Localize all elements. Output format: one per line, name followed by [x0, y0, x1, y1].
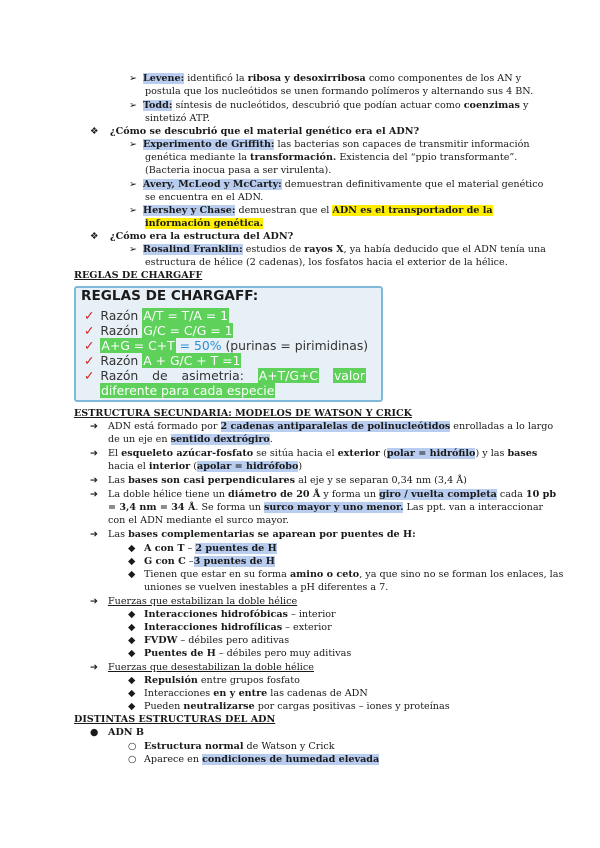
sub-item: ◆ Interacciones hidrofílicas – exterior — [128, 622, 332, 633]
section-heading-secondary-structure: ESTRUCTURA SECUNDARIA: MODELOS DE WATSON Y CRICK — [74, 408, 413, 419]
arrowhead-bullet-icon: ➢ — [129, 244, 138, 255]
checkmark-icon: ✓ — [84, 323, 95, 338]
sub-item: ◆ Puentes de H – débiles pero muy aditivas — [128, 648, 352, 659]
griffith-line3: (Bacteria inocua pasa a ser virulenta). — [145, 165, 332, 176]
diamond-bullet-icon: ❖ — [90, 126, 99, 137]
sub-item: ◆ G con C –3 puentes de H — [128, 556, 275, 567]
arrowhead-bullet-icon: ➢ — [129, 205, 138, 216]
rule-3: ✓ A+G = C+T = 50% (purinas = pirimidinas) — [84, 338, 369, 353]
rule-1: ✓ Razón A/T = T/A = 1 — [84, 308, 229, 323]
sub-item: ◆ Repulsión entre grupos fosfato — [128, 675, 300, 686]
arrowhead-bullet-icon: ➢ — [129, 139, 138, 150]
sub-item: ◆ Tienen que estar en su forma amino o ceto, ya que sino no se forman los enlaces, las — [128, 569, 564, 580]
avery-line2: se encuentra en el ADN. — [145, 192, 264, 203]
sub-item: ○ Estructura normal de Watson y Crick — [128, 741, 335, 752]
todd-line2: sintetizó ATP. — [145, 113, 210, 124]
diamond-bullet-icon: ◆ — [128, 675, 136, 686]
diamond-bullet-icon: ◆ — [128, 648, 136, 659]
diamond-bullet-icon: ◆ — [128, 622, 136, 633]
section-heading-dna-structures: DISTINTAS ESTRUCTURAS DEL ADN — [74, 714, 276, 725]
hershey-line2: información genética. — [145, 218, 264, 229]
diamond-bullet-icon: ◆ — [128, 701, 136, 712]
levene-item: ➢ Levene: identificó la ribosa y desoxirribosa como componentes de los AN y — [129, 73, 522, 84]
list-item: ➔ El esqueleto azúcar-fosfato se sitúa hacia el exterior (polar = hidrófilo) y las bases — [90, 448, 538, 459]
arrowhead-bullet-icon: ➢ — [129, 100, 138, 111]
arrow-bullet-icon: ➔ — [90, 448, 99, 459]
todd-item: ➢ Todd: síntesis de nucleótidos, descubrió que podían actuar como coenzimas y — [129, 100, 529, 111]
checkmark-icon: ✓ — [84, 338, 95, 353]
diamond-bullet-icon: ◆ — [128, 635, 136, 646]
question-1: ❖ ¿Cómo se descubrió que el material genético era el ADN? — [90, 126, 420, 137]
list-item: ➔ ADN está formado por 2 cadenas antiparalelas de polinucleótidos enrolladas a lo largo — [90, 421, 554, 432]
arrowhead-bullet-icon: ➢ — [129, 179, 138, 190]
rule-5-line2: diferente para cada especie — [101, 383, 275, 398]
checkmark-icon: ✓ — [84, 368, 95, 383]
sub-item: ○ Aparece en condiciones de humedad elevada — [128, 754, 380, 765]
diamond-bullet-icon: ◆ — [128, 688, 136, 699]
list-item: ➔ Fuerzas que estabilizan la doble hélice — [90, 596, 298, 607]
griffith-item: ➢ Experimento de Griffith: las bacterias son capaces de transmitir información — [129, 139, 530, 150]
sub-item: ◆ Interacciones hidrofóbicas – interior — [128, 609, 336, 620]
diamond-bullet-icon: ◆ — [128, 543, 136, 554]
arrowhead-bullet-icon: ➢ — [129, 73, 138, 84]
list-item: ➔ Las bases complementarias se aparean por puentes de H: — [90, 529, 416, 540]
list-item: ● ADN B — [90, 727, 144, 738]
sub-item: ◆ Pueden neutralizarse por cargas positivas – iones y proteínas — [128, 701, 450, 712]
avery-item: ➢ Avery, McLeod y McCarty: demuestran definitivamente que el material genético — [129, 179, 544, 190]
arrow-bullet-icon: ➔ — [90, 596, 99, 607]
arrow-bullet-icon: ➔ — [90, 529, 99, 540]
sub-item: ◆ FVDW – débiles pero aditivas — [128, 635, 290, 646]
diamond-bullet-icon: ❖ — [90, 231, 99, 242]
sub-item: ◆ A con T – 2 puentes de H — [128, 543, 277, 554]
list-item: ➔ La doble hélice tiene un diámetro de 20 Å y forma un giro / vuelta completa cada 10 pb — [90, 489, 557, 500]
arrow-bullet-icon: ➔ — [90, 421, 99, 432]
list-item-line2: hacia el interior (apolar = hidrófobo) — [108, 461, 303, 472]
chargaff-box-title: REGLAS DE CHARGAFF: — [81, 288, 259, 304]
chargaff-rules-image — [74, 286, 383, 402]
sub-item: ◆ Interacciones en y entre las cadenas de ADN — [128, 688, 368, 699]
list-item: ➔ Las bases son casi perpendiculares al eje y se separan 0,34 nm (3,4 Å) — [90, 475, 467, 486]
list-item-line2: = 3,4 nm = 34 Å. Se forma un surco mayor y uno menor. Las ppt. van a interaccionar — [108, 502, 544, 513]
levene-line2: postula que los nucleótidos se unen formando polímeros y alternando sus 4 BN. — [145, 86, 534, 97]
question-2: ❖ ¿Cómo era la estructura del ADN? — [90, 231, 294, 242]
checkmark-icon: ✓ — [84, 353, 95, 368]
griffith-line2: genética mediante la transformación. Existencia del “ppio transformante”. — [145, 152, 518, 163]
diamond-bullet-icon: ◆ — [128, 569, 136, 580]
checkmark-icon: ✓ — [84, 308, 95, 323]
arrow-bullet-icon: ➔ — [90, 662, 99, 673]
hershey-item: ➢ Hershey y Chase: demuestran que el ADN es el transportador de la — [129, 205, 493, 216]
diamond-bullet-icon: ◆ — [128, 609, 136, 620]
sub-item-line2: uniones se vuelven inestables a pH diferentes a 7. — [144, 582, 389, 593]
arrow-bullet-icon: ➔ — [90, 489, 99, 500]
diamond-bullet-icon: ◆ — [128, 556, 136, 567]
circle-bullet-icon: ○ — [128, 741, 137, 752]
section-heading-chargaff: REGLAS DE CHARGAFF — [74, 270, 203, 281]
list-item-line3: con el ADN mediante el surco mayor. — [108, 515, 289, 526]
rule-2: ✓ Razón G/C = C/G = 1 — [84, 323, 233, 338]
arrow-bullet-icon: ➔ — [90, 475, 99, 486]
rule-4: ✓ Razón A + G/C + T =1 — [84, 353, 241, 368]
list-item: ➔ Fuerzas que desestabilizan la doble hélice — [90, 662, 314, 673]
franklin-item: ➢ Rosalind Franklin: estudios de rayos X, ya había deducido que el ADN tenía una — [129, 244, 546, 255]
dot-bullet-icon: ● — [90, 727, 99, 738]
rule-5: ✓ Razón de asimetria: A+T/G+C valor — [84, 368, 365, 383]
franklin-line2: estructura de hélice (2 cadenas), los fosfatos hacia el exterior de la hélice. — [145, 257, 508, 268]
circle-bullet-icon: ○ — [128, 754, 137, 765]
list-item-line2: de un eje en sentido dextrógiro. — [108, 434, 273, 445]
